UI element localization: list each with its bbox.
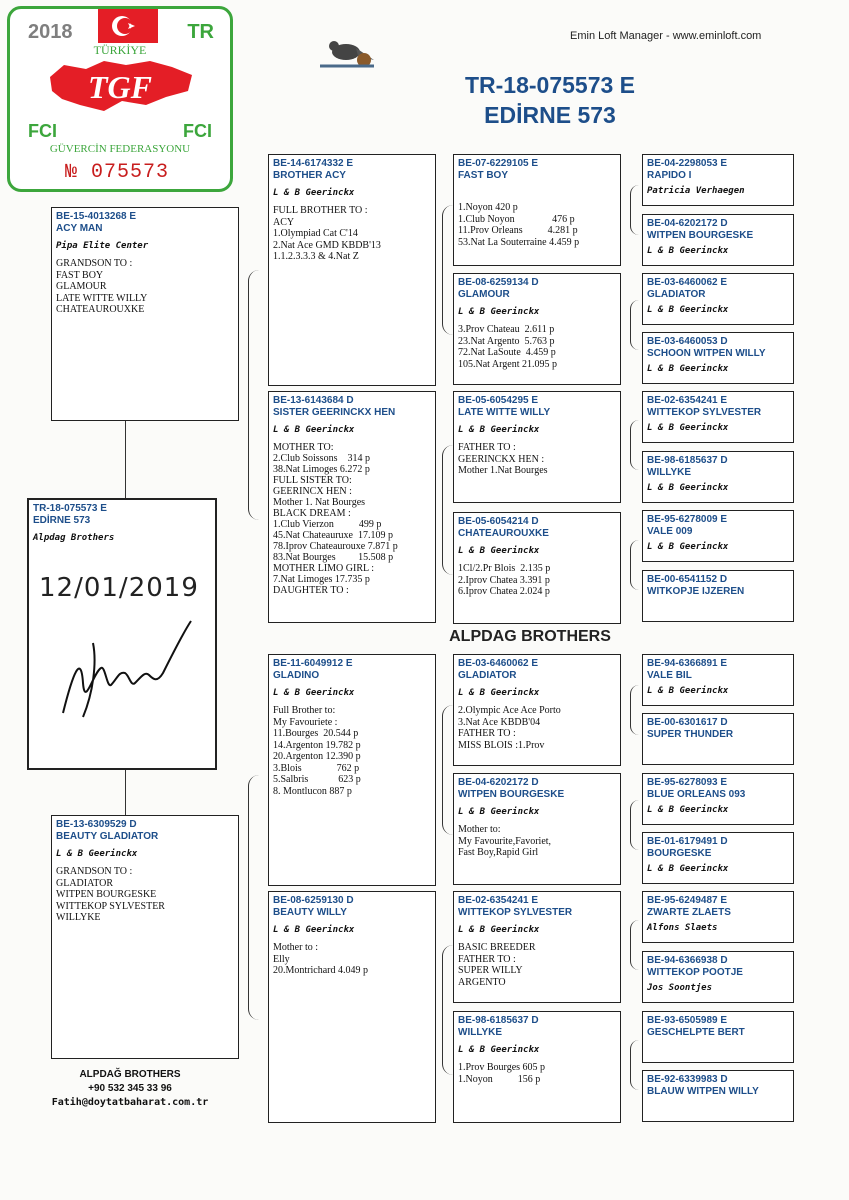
grandparent-notes: Full Brother to: My Favouriete : 11.Bourges 20.544 p 14.Argenton 19.782 p 20.Argenton 12.390 p 3.Blois 762 p 5.Salbris 623 p 8. Montlucon 887 p (273, 705, 361, 797)
breeder-label: ALPDAG BROTHERS (449, 628, 611, 645)
gg-grandparent-box (642, 951, 794, 1003)
ggp-ring: BE-07-6229105 E (458, 158, 539, 169)
parent-box (51, 207, 239, 421)
ggp-name: WITTEKOP SYLVESTER (458, 907, 573, 918)
gggp-name: BOURGESKE (647, 848, 712, 859)
gggp-owner: L & B Geerinckx (647, 305, 729, 315)
ggp-ring: BE-03-6460062 E (458, 658, 539, 669)
grandparent-owner: L & B Geerinckx (273, 425, 355, 435)
ggp-owner: L & B Geerinckx (458, 307, 540, 317)
grandparent-box (268, 891, 436, 1123)
bracket-line (248, 775, 259, 1020)
pedigree-title-ring: TR-18-075573 E (464, 72, 636, 98)
great-grandparent-box (453, 391, 621, 503)
ggp-notes: 1.Prov Bourges 605 p 1.Noyon 156 p (458, 1062, 546, 1085)
contact-email: Fatih@doytatbaharat.com.tr (51, 1097, 209, 1108)
ggp-notes: 3.Prov Chateau 2.611 p 23.Nat Argento 5.763 p 72.Nat LaSoute 4.459 p 105.Nat Argent 21.095 p (458, 324, 557, 370)
gg-grandparent-box (642, 214, 794, 266)
gggp-name: WILLYKE (647, 467, 692, 478)
gggp-ring: BE-03-6460053 D (647, 336, 728, 347)
gggp-name: GESCHELPTE BERT (647, 1027, 745, 1038)
pedigree-title-name: EDİRNE 573 (484, 102, 616, 128)
ggp-ring: BE-02-6354241 E (458, 895, 539, 906)
gggp-ring: BE-02-6354241 E (647, 395, 728, 406)
gggp-owner: L & B Geerinckx (647, 483, 729, 493)
gggp-ring: BE-94-6366938 D (647, 955, 728, 966)
gggp-ring: BE-94-6366891 E (647, 658, 728, 669)
gg-grandparent-box (642, 510, 794, 562)
gggp-ring: BE-98-6185637 D (647, 455, 728, 466)
gggp-name: WITPEN BOURGESKE (647, 230, 754, 241)
bracket-line (630, 920, 639, 970)
gg-grandparent-box (642, 891, 794, 943)
ggp-ring: BE-98-6185637 D (458, 1015, 539, 1026)
grandparent-ring: BE-14-6174332 E (273, 158, 354, 169)
gg-grandparent-box (642, 1070, 794, 1122)
gggp-ring: BE-95-6278009 E (647, 514, 728, 525)
ggp-notes: 1.Noyon 420 p 1.Club Noyon 476 p 11.Prov Orleans 4.281 p 53.Nat La Souterraine 4.459 p (458, 202, 580, 248)
grandparent-box (268, 391, 436, 623)
parent-notes: GRANDSON TO : GLADIATOR WITPEN BOURGESKE WITTEKOP SYLVESTER WILLYKE (56, 866, 165, 923)
gg-grandparent-box (642, 332, 794, 384)
gg-grandparent-box (642, 154, 794, 206)
gggp-ring: BE-04-6202172 D (647, 218, 728, 229)
subject-name: EDİRNE 573 (33, 515, 91, 526)
stamp-number: № 075573 (65, 161, 170, 184)
ggp-notes: BASIC BREEDER FATHER TO : SUPER WILLY ARGENTO (458, 942, 536, 988)
parent-notes: GRANDSON TO : FAST BOY GLAMOUR LATE WITTE WILLY CHATEAUROUXKE (56, 258, 148, 315)
grandparent-name: GLADINO (273, 670, 320, 681)
bracket-line (630, 685, 639, 735)
grandparent-notes: Mother to : Elly 20.Montrichard 4.049 p (273, 942, 368, 976)
subject-pigeon-box (27, 498, 217, 770)
gggp-ring: BE-95-6249487 E (647, 895, 728, 906)
ggp-owner: L & B Geerinckx (458, 425, 540, 435)
parent-ring: BE-15-4013268 E (56, 211, 137, 222)
gggp-name: SUPER THUNDER (647, 729, 734, 740)
grandparent-name: BEAUTY WILLY (273, 907, 347, 918)
gggp-ring: BE-03-6460062 E (647, 277, 728, 288)
stamp-year: 2018 (28, 21, 73, 43)
ggp-notes: 2.Olympic Ace Ace Porto 3.Nat Ace KBDB'04 FATHER TO : MISS BLOIS :1.Prov (458, 705, 561, 751)
ggp-ring: BE-05-6054214 D (458, 516, 539, 527)
parent-name: ACY MAN (56, 223, 103, 234)
ggp-ring: BE-05-6054295 E (458, 395, 539, 406)
gggp-name: BLUE ORLEANS 093 (647, 789, 746, 800)
bracket-line (442, 445, 453, 575)
gggp-ring: BE-00-6301617 D (647, 717, 728, 728)
gggp-name: WITTEKOP SYLVESTER (647, 407, 762, 418)
turkish-flag-icon (98, 9, 158, 43)
gggp-ring: BE-04-2298053 E (647, 158, 728, 169)
great-grandparent-box (453, 773, 621, 885)
gggp-ring: BE-01-6179491 D (647, 836, 728, 847)
gggp-owner: L & B Geerinckx (647, 246, 729, 256)
gggp-owner: Patricia Verhaegen (647, 186, 745, 196)
ggp-owner: L & B Geerinckx (458, 1045, 540, 1055)
gggp-name: RAPIDO I (647, 170, 692, 181)
grandparent-ring: BE-08-6259130 D (273, 895, 354, 906)
gggp-name: SCHOON WITPEN WILLY (647, 348, 766, 359)
pigeon-logo-icon (316, 30, 378, 70)
connector-line (125, 770, 126, 816)
stamp-country: TÜRKİYE (93, 43, 147, 57)
gg-grandparent-box (642, 570, 794, 622)
ggp-owner: L & B Geerinckx (458, 807, 540, 817)
bracket-line (442, 205, 453, 335)
gggp-ring: BE-00-6541152 D (647, 574, 728, 585)
gggp-name: WITTEKOP POOTJE (647, 967, 743, 978)
stamp-logo-text: TGF (88, 69, 152, 105)
subject-owner: Alpdag Brothers (33, 533, 115, 543)
ggp-name: WILLYKE (458, 1027, 503, 1038)
ggp-name: WITPEN BOURGESKE (458, 789, 565, 800)
bracket-line (630, 300, 639, 350)
ggp-name: CHATEAUROUXKE (458, 528, 549, 539)
gg-grandparent-box (642, 654, 794, 706)
ggp-name: GLADIATOR (458, 670, 517, 681)
stamp-country-code: TR (187, 21, 214, 43)
gg-grandparent-box (642, 773, 794, 825)
ggp-owner: L & B Geerinckx (458, 925, 540, 935)
gggp-owner: L & B Geerinckx (647, 864, 729, 874)
parent-name: BEAUTY GLADIATOR (56, 831, 159, 842)
grandparent-ring: BE-11-6049912 E (273, 658, 353, 669)
software-brand: Emin Loft Manager - www.eminloft.com (570, 30, 762, 42)
ggp-notes: Mother to: My Favourite,Favoriet, Fast Boy,Rapid Girl (458, 824, 552, 858)
federation-stamp (7, 6, 233, 192)
bracket-line (442, 945, 453, 1075)
great-grandparent-box (453, 654, 621, 766)
gg-grandparent-box (642, 1011, 794, 1063)
grandparent-name: BROTHER ACY (273, 170, 346, 181)
parent-owner: Pipa Elite Center (56, 241, 149, 251)
bracket-line (630, 800, 639, 850)
gg-grandparent-box (642, 391, 794, 443)
stamp-fci-right: FCI (183, 121, 212, 141)
ggp-notes: FATHER TO : GEERINCKX HEN : Mother 1.Nat Bourges (458, 442, 548, 476)
gggp-owner: L & B Geerinckx (647, 686, 729, 696)
ggp-ring: BE-08-6259134 D (458, 277, 539, 288)
connector-line (125, 420, 126, 498)
grandparent-owner: L & B Geerinckx (273, 688, 355, 698)
gg-grandparent-box (642, 832, 794, 884)
great-grandparent-box (453, 154, 621, 266)
bracket-line (630, 420, 639, 470)
gggp-owner: L & B Geerinckx (647, 423, 729, 433)
gggp-ring: BE-93-6505989 E (647, 1015, 728, 1026)
ggp-notes: 1Cl/2.Pr Blois 2.135 p 2.Iprov Chatea 3.391 p 6.Iprov Chatea 2.024 p (458, 563, 551, 597)
ggp-owner: L & B Geerinckx (458, 688, 540, 698)
grandparent-box (268, 654, 436, 886)
grandparent-ring: BE-13-6143684 D (273, 395, 354, 406)
great-grandparent-box (453, 273, 621, 385)
ggp-owner: L & B Geerinckx (458, 546, 540, 556)
ggp-ring: BE-04-6202172 D (458, 777, 539, 788)
gggp-name: BLAUW WITPEN WILLY (647, 1086, 759, 1097)
stamp-federation: GÜVERCİN FEDERASYONU (49, 143, 191, 155)
gggp-owner: Alfons Slaets (647, 923, 718, 933)
signature-image (53, 613, 203, 723)
gggp-ring: BE-95-6278093 E (647, 777, 728, 788)
bracket-line (630, 540, 639, 590)
bracket-line (248, 270, 259, 520)
parent-box (51, 815, 239, 1059)
ggp-name: GLAMOUR (458, 289, 510, 300)
contact-phone: +90 532 345 33 96 (88, 1083, 172, 1094)
grandparent-box (268, 154, 436, 386)
gggp-ring: BE-92-6339983 D (647, 1074, 728, 1085)
handwritten-date: 12/01/2019 (39, 573, 199, 603)
grandparent-owner: L & B Geerinckx (273, 925, 355, 935)
gggp-owner: L & B Geerinckx (647, 542, 729, 552)
contact-name: ALPDAĞ BROTHERS (79, 1069, 181, 1080)
gg-grandparent-box (642, 451, 794, 503)
parent-ring: BE-13-6309529 D (56, 819, 137, 830)
gggp-name: VALE 009 (647, 526, 693, 537)
gggp-owner: L & B Geerinckx (647, 805, 729, 815)
ggp-name: LATE WITTE WILLY (458, 407, 551, 418)
grandparent-notes: MOTHER TO: 2.Club Soissons 314 p 38.Nat Limoges 6.272 p FULL SISTER TO: GEERINCX HEN : Mother 1. Nat Bourges BLACK DREAM : 1.Club Vierzon 499 p 45.Nat Chateauruxe 17.109 p 78.Iprov Chateaurouxe 7.871 p 83.Nat Bourges 15.508 p MOTHER LIMO GIRL : 7.Nat Limoges 17.735 p DAUGHTER TO : (273, 442, 398, 596)
gggp-name: ZWARTE ZLAETS (647, 907, 731, 918)
great-grandparent-box (453, 1011, 621, 1123)
gggp-owner: Jos Soontjes (647, 983, 713, 993)
bracket-line (442, 705, 453, 835)
gggp-name: GLADIATOR (647, 289, 706, 300)
great-grandparent-box (453, 891, 621, 1003)
gggp-owner: L & B Geerinckx (647, 364, 729, 374)
stamp-fci-left: FCI (28, 121, 57, 141)
gg-grandparent-box (642, 273, 794, 325)
bracket-line (630, 1040, 639, 1090)
grandparent-owner: L & B Geerinckx (273, 188, 355, 198)
gg-grandparent-box (642, 713, 794, 765)
ggp-name: FAST BOY (458, 170, 509, 181)
subject-ring: TR-18-075573 E (33, 503, 107, 514)
gggp-name: VALE BIL (647, 670, 692, 681)
parent-owner: L & B Geerinckx (56, 849, 138, 859)
great-grandparent-box (453, 512, 621, 624)
gggp-name: WITKOPJE IJZEREN (647, 586, 745, 597)
bracket-line (630, 185, 639, 235)
grandparent-name: SISTER GEERINCKX HEN (273, 407, 396, 418)
grandparent-notes: FULL BROTHER TO : ACY 1.Olympiad Cat C'14 2.Nat Ace GMD KBDB'13 1.1.2.3.3.3 & 4.Nat Z (273, 205, 381, 262)
